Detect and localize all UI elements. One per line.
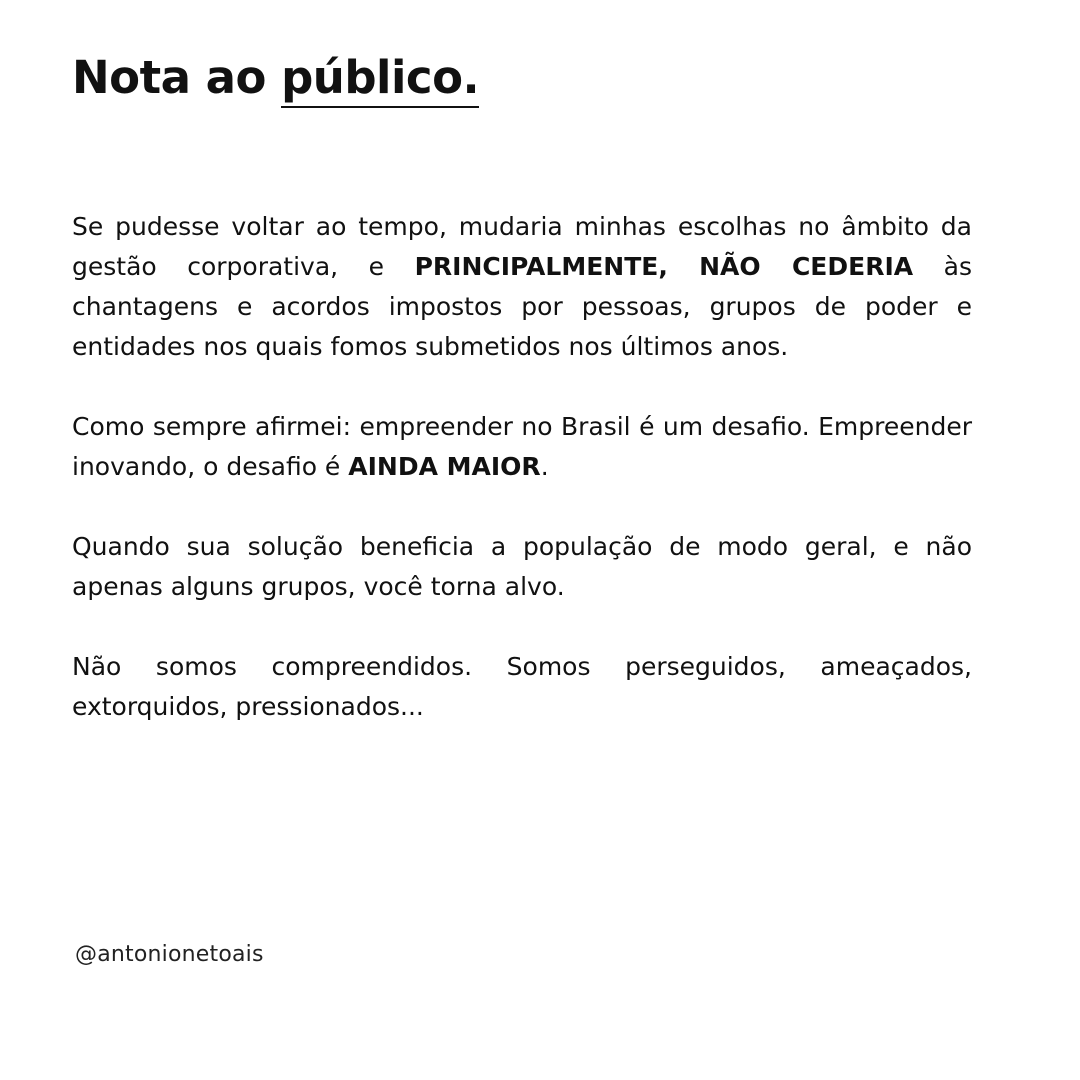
page-title bbox=[72, 48, 479, 108]
paragraph-1-emphasis: PRINCIPALMENTE, NÃO CEDERIA bbox=[414, 252, 914, 281]
author-handle: @antonionetoais bbox=[75, 942, 264, 967]
title-underlined-word: público. bbox=[281, 50, 479, 108]
paragraph-2-emphasis: AINDA MAIOR bbox=[348, 452, 541, 481]
paragraph-3: Quando sua solução beneficia a população de modo geral, e não apenas alguns grupos, você torna alvo. bbox=[72, 532, 972, 601]
statement-body bbox=[72, 207, 972, 767]
title-prefix: Nota ao bbox=[72, 51, 282, 104]
paragraph-1-text-b: às chantagens e acordos impostos por pessoas, grupos de poder e entidades nos quais fomos submetidos nos últimos anos. bbox=[72, 252, 972, 361]
paragraph-2-text-b: . bbox=[540, 452, 549, 481]
paragraph-4: Não somos compreendidos. Somos perseguidos, ameaçados, extorquidos, pressionados... bbox=[72, 652, 972, 721]
paragraph-1 bbox=[72, 207, 972, 367]
paragraph-2-text-a: Como sempre afirmei: empreender no Brasil é um desafio. Empreender inovando, o desafio é bbox=[72, 412, 972, 481]
paragraph-2 bbox=[72, 407, 972, 487]
paragraph-1-text-a: Se pudesse voltar ao tempo, mudaria minhas escolhas no âmbito da gestão corporativa, e bbox=[72, 212, 972, 281]
